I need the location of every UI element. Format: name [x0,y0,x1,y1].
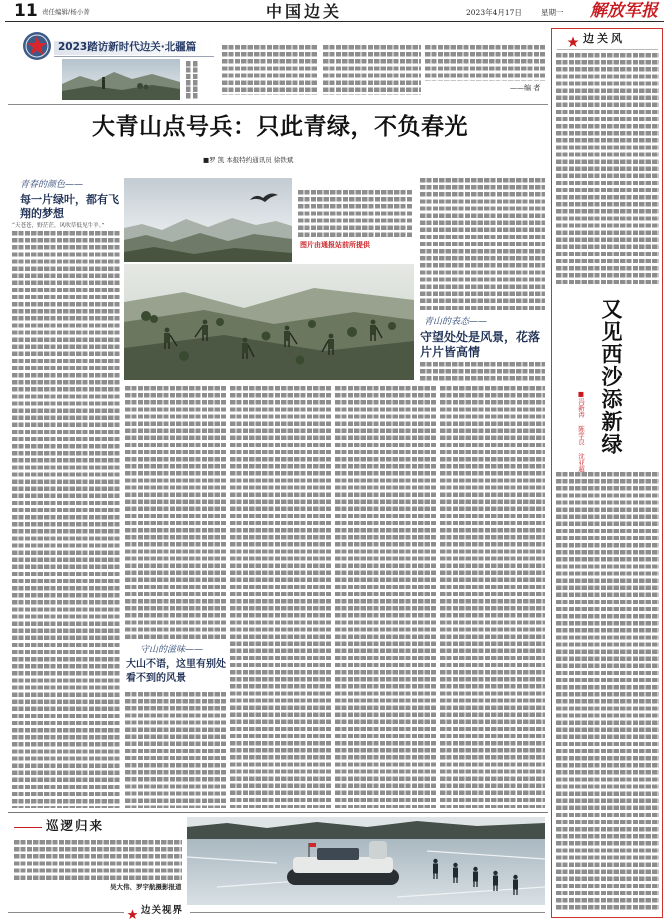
series-emblem-icon [22,31,52,61]
body-text-column-d [335,386,436,808]
sidebar-body-text [556,472,659,912]
sidebar-body-text [556,53,659,284]
sidebar-star [567,34,579,46]
series-banner-rule [54,56,214,57]
intro-signoff: ——编 者 [510,84,541,92]
section-3-kicker: 守山的滋味—— [140,645,204,655]
body-text-column-b [125,692,226,808]
top-photo-caption [186,61,198,99]
issue-date: 2023年4月17日 [466,8,522,17]
section-3-title: 大山不语，这里有别处看不到的风景 [126,659,226,684]
photo-feature-title[interactable]: 巡逻归来 [46,818,105,833]
body-text-column-b [125,386,226,641]
body-text-column-a [12,231,120,808]
star-emblem-icon [22,31,52,61]
photo-feature-divider [8,812,548,813]
header-rule [5,21,664,22]
sidebar-headline[interactable]: 又见西沙添新绿 [599,298,623,456]
landscape-photo-image [62,59,180,100]
bottom-column-name: 边关视界 [141,905,184,916]
photo-feature-title-rule [14,827,42,828]
star-icon [127,909,138,920]
lead-byline: ■罗 凯 本报特约通讯员 徐铁斌 [203,156,294,164]
top-landscape-photo [62,59,180,100]
masthead-logo: 解放军报 [590,1,658,21]
photo-feature-credit: 吴大伟、罗宇航摄影报道 [110,883,182,891]
body-text-column-e-upper [420,362,545,382]
body-text-column-e [440,386,545,808]
tree-planting-photo [124,264,414,380]
sidebar-column-name: 边关风 [583,32,625,45]
opening-line: “天苍苍，野茫茫，风吹草低见牛羊。” [12,223,105,229]
photo-feature-caption [14,840,182,880]
patrol-hovercraft-image [187,817,545,905]
mountain-eagle-image [124,178,292,262]
page-number: 11 [14,1,38,21]
intro-text-column [323,45,421,95]
sidebar-header-rule [557,49,658,50]
intro-text-column [222,45,318,95]
series-title: 2023踏访新时代边关·北疆篇 [58,41,197,53]
bottom-banner-star [127,906,138,917]
intro-text-column [425,45,545,81]
section-2-title: 守望处处是风景，花落片片皆高情 [420,330,541,359]
mountain-eagle-photo [124,178,292,262]
tree-planting-image [124,264,414,380]
section-title: 中国边关 [266,2,343,21]
bottom-banner-rule-left [8,912,124,913]
patrol-hovercraft-photo [187,817,545,905]
section-divider [8,104,548,105]
sidebar-byline: ■冯新涛 陈学良 沈亚超 [577,390,585,473]
star-icon [567,36,579,48]
body-text-column-e-upper [420,178,545,312]
section-1-title: 每一片绿叶，都有飞翔的梦想 [20,193,119,220]
photo-caption [298,190,412,238]
editor-credit: 责任编辑/杨小菁 [42,8,90,16]
photo-credit: 图片由通报站前所提供 [300,240,370,249]
lead-headline[interactable]: 大青山点号兵：只此青绿，不负春光 [92,114,468,140]
section-1-kicker: 青春的颜色—— [20,180,84,190]
section-2-kicker: 青山的表态—— [424,317,488,327]
body-text-column-c [230,386,331,808]
bottom-banner-rule-right [190,912,545,913]
issue-weekday: 星期一 [541,8,564,17]
